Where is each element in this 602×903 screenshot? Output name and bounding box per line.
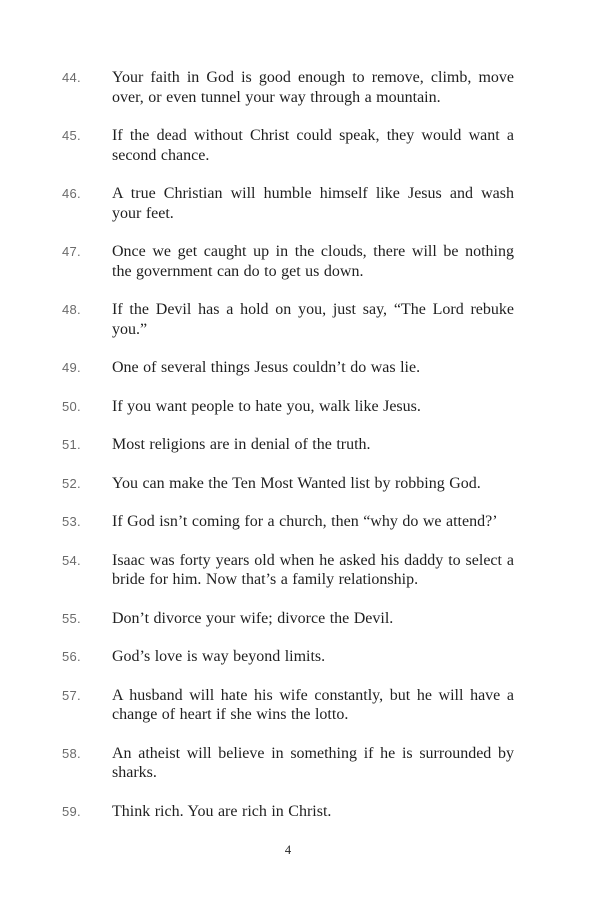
item-text: An atheist will believe in something if he is surrounded by sharks.	[112, 744, 514, 781]
list-item	[62, 551, 514, 590]
item-number: 56.	[62, 649, 81, 664]
item-number: 48.	[62, 302, 81, 317]
list-item	[62, 744, 514, 783]
item-text: If the dead without Christ could speak, they would want a second chance.	[112, 127, 514, 164]
list-item	[62, 609, 514, 629]
list-item	[62, 68, 514, 107]
item-number: 53.	[62, 514, 81, 529]
item-text: Think rich. You are rich in Christ.	[112, 802, 332, 820]
list-item	[62, 126, 514, 165]
page-footer	[62, 841, 514, 859]
item-number: 45.	[62, 128, 81, 143]
item-number: 57.	[62, 687, 81, 703]
item-text: Isaac was forty years old when he asked his daddy to select a bride for him. Now that’s a family relationship.	[112, 551, 514, 588]
item-number: 54.	[62, 552, 81, 568]
list-item	[62, 184, 514, 223]
item-text: Most religions are in denial of the truth.	[112, 436, 371, 453]
list-item	[62, 397, 514, 417]
item-text: Don’t divorce your wife; divorce the Devil.	[112, 609, 394, 627]
item-text: A true Christian will humble himself like Jesus and wash your feet.	[112, 185, 514, 222]
list-item	[62, 512, 514, 532]
item-text: If the Devil has a hold on you, just say, “The Lord rebuke you.”	[112, 301, 514, 338]
list-item	[62, 300, 514, 339]
item-text: A husband will hate his wife constantly, but he will have a change of heart if she wins the lotto.	[112, 686, 514, 723]
item-number: 52.	[62, 475, 81, 491]
item-number: 44.	[62, 70, 81, 85]
item-text: If God isn’t coming for a church, then “why do we attend?’	[112, 513, 498, 530]
item-number: 58.	[62, 745, 81, 761]
page-number: 4	[284, 843, 292, 857]
item-text: Once we get caught up in the clouds, there will be nothing the government can do to get us down.	[112, 243, 514, 280]
item-number: 51.	[62, 437, 81, 452]
item-text: One of several things Jesus couldn’t do was lie.	[112, 359, 421, 376]
item-text: You can make the Ten Most Wanted list by robbing God.	[112, 474, 481, 492]
item-text: Your faith in God is good enough to remove, climb, move over, or even tunnel your way through a mountain.	[112, 69, 514, 106]
item-number: 55.	[62, 610, 81, 626]
list-item	[62, 647, 514, 667]
list-item	[62, 435, 514, 455]
item-text: God’s love is way beyond limits.	[112, 648, 326, 665]
item-text: If you want people to hate you, walk like Jesus.	[112, 397, 421, 415]
item-number: 47.	[62, 244, 81, 259]
list-item	[62, 474, 514, 494]
item-number: 46.	[62, 186, 81, 201]
item-number: 49.	[62, 360, 81, 375]
list-item	[62, 242, 514, 281]
list-item	[62, 802, 514, 822]
list-item	[62, 686, 514, 725]
list-item	[62, 358, 514, 378]
item-number: 50.	[62, 398, 81, 414]
item-number: 59.	[62, 803, 81, 819]
